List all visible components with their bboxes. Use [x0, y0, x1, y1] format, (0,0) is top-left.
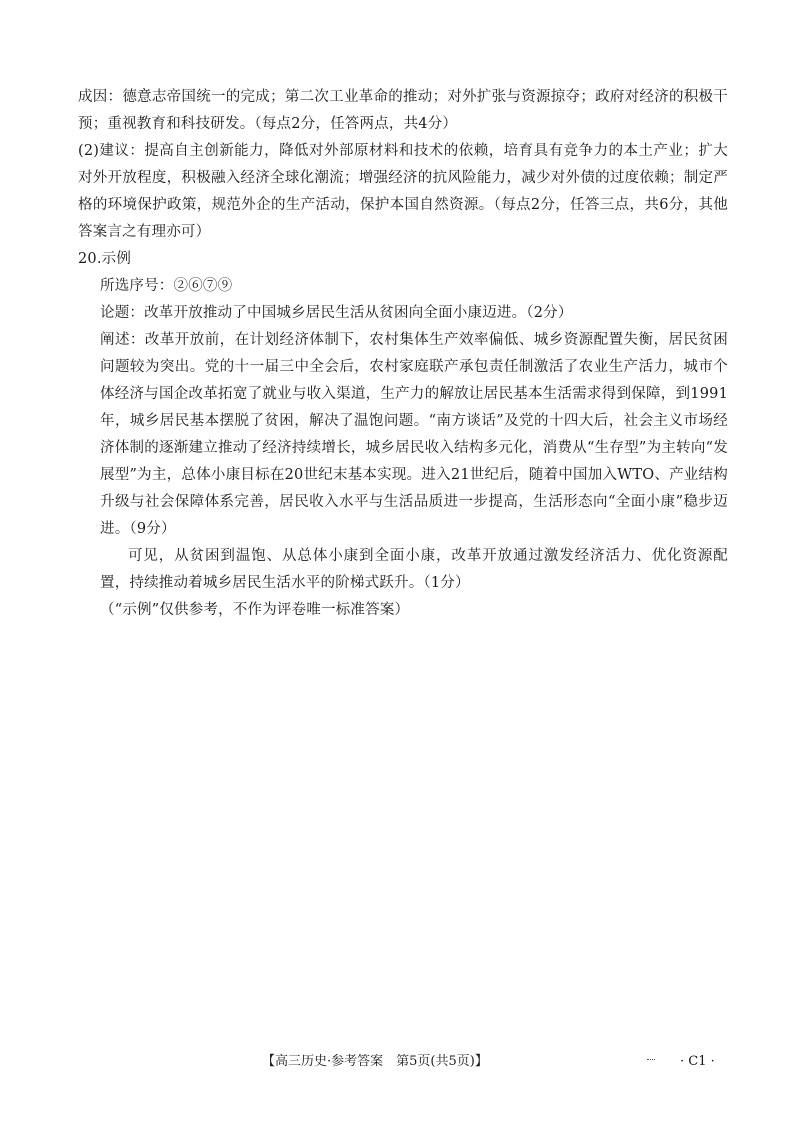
- footer-dots: [647, 1056, 655, 1060]
- page-footer: [0, 1050, 800, 1074]
- q19-suggestions: (2)建议：提高自主创新能力，降低对外部原材料和技术的依赖，培育具有竞争力的本土产业；扩大对外开放程度，积极融入经济全球化潮流；增强经济的抗风险能力，减少对外债的过度依赖；制定严格的环境保护政策，规范外企的生产活动，保护本国自然资源。（每点2分，任答三点，共6分，其他答案言之有理亦可）: [78, 143, 728, 240]
- footer-edition-code: · C1 ·: [680, 1054, 715, 1069]
- q20-note: （“示例”仅供参考，不作为评卷唯一标准答案）: [100, 602, 410, 618]
- q19-causes: 成因：德意志帝国统一的完成；第二次工业革命的推动；对外扩张与资源掠夺；政府对经济的积极干预；重视教育和科技研发。（每点2分，任答两点，共4分）: [78, 89, 728, 132]
- answer-content: [78, 84, 728, 624]
- q20-conclusion: 可见，从贫困到温饱、从总体小康到全面小康，改革开放通过激发经济活力、优化资源配置，持续推动着城乡居民生活水平的阶梯式跃升。（1分）: [100, 548, 728, 591]
- q20-elaboration: 阐述：改革开放前，在计划经济体制下，农村集体生产效率偏低、城乡资源配置失衡，居民贫困问题较为突出。党的十一届三中全会后，农村家庭联产承包责任制激活了农业生产活力，城市个体经济与国企改革拓宽了就业与收入渠道，生产力的解放让居民基本生活需求得到保障，到1991年，城乡居民基本摆脱了贫困，解决了温饱问题。“南方谈话”及党的十四大后，社会主义市场经济体制的逐渐建立推动了经济持续增长，城乡居民收入结构多元化，消费从“生存型”为主转向“发展型”为主，总体小康目标在20世纪末基本实现。进入21世纪后，随着中国加入WTO、产业结构升级与社会保障体系完善，居民收入水平与生活品质进一步提高，生活形态向“全面小康”稳步迈进。（9分）: [100, 332, 728, 537]
- q20-heading: 20.示例: [78, 251, 132, 267]
- q20-selected-numbers: 所选序号：②⑥⑦⑨: [100, 278, 233, 294]
- footer-page-info: 【高三历史·参考答案 第5页(共5页)】: [262, 1054, 488, 1069]
- q20-thesis: 论题：改革开放推动了中国城乡居民生活从贫困向全面小康迈进。（2分）: [100, 305, 573, 321]
